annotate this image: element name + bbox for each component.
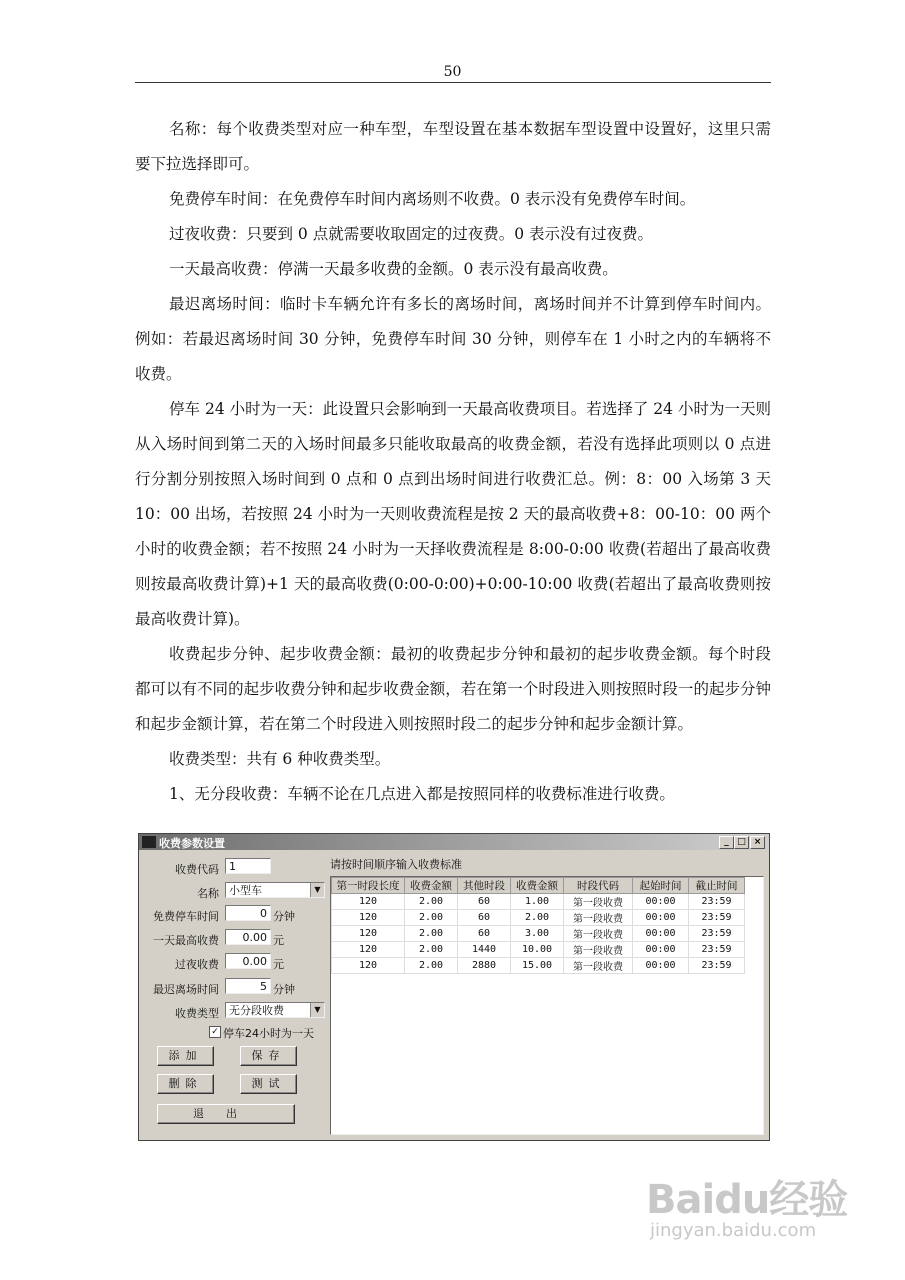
daily-max-unit: 元 bbox=[273, 934, 284, 947]
close-button[interactable]: × bbox=[750, 836, 765, 849]
table-cell[interactable]: 2.00 bbox=[405, 942, 458, 958]
paragraph: 收费起步分钟、起步收费金额：最初的收费起步分钟和最初的起步收费金额。每个时段都可以有不同的起步收费分钟和起步收费金额，若在第一个时段进入则按照时段一的起步分钟和起步金额计算，若在第二个时段进入则按照时段二的起步分钟和起步金额计算。 bbox=[135, 645, 771, 733]
table-cell[interactable]: 2.00 bbox=[511, 910, 564, 926]
save-button[interactable]: 保存 bbox=[240, 1046, 297, 1066]
table-cell[interactable]: 60 bbox=[458, 910, 511, 926]
table-cell[interactable]: 2.00 bbox=[405, 926, 458, 942]
table-cell[interactable]: 00:00 bbox=[633, 894, 689, 910]
column-header[interactable]: 收费金额 bbox=[511, 878, 564, 894]
watermark-logo bbox=[646, 1148, 856, 1258]
paragraph: 停车 24 小时为一天：此设置只会影响到一天最高收费项目。若选择了 24 小时为一天则从入场时间到第二天的入场时间最多只能收取最高的收费金额，若没有选择此项则以 0 点进行分割分别按照入场时间到 0 点和 0 点到出场时间进行收费汇总。例：8：00 入场第 3 天 10：00 出场，若按照 24 小时为一天则收费流程是按 2 天的最高收费+8：00-10：00 两个小时的收费金额；若不按照 24 小时为一天择收费流程是 8:00-0:00 收费(若超出了最高收费则按最高收费计算)+1 天的最高收费(0:00-0:00)+0:00-10:00 收费(若超出了最高收费则按最高收费计算)。 bbox=[135, 400, 771, 628]
paragraph: 过夜收费：只要到 0 点就需要收取固定的过夜费。0 表示没有过夜费。 bbox=[169, 225, 654, 243]
overnight-label: 过夜收费 bbox=[175, 958, 219, 971]
table-cell[interactable]: 1440 bbox=[458, 942, 511, 958]
table-cell[interactable]: 00:00 bbox=[633, 942, 689, 958]
table-cell[interactable]: 10.00 bbox=[511, 942, 564, 958]
minimize-button[interactable]: _ bbox=[719, 836, 734, 849]
fee-table bbox=[331, 877, 745, 974]
table-row[interactable] bbox=[332, 958, 745, 974]
name-label: 名称 bbox=[197, 887, 219, 900]
table-cell[interactable]: 60 bbox=[458, 894, 511, 910]
table-cell[interactable]: 第一段收费 bbox=[564, 926, 633, 942]
app-icon bbox=[142, 836, 156, 848]
body-text bbox=[135, 112, 771, 812]
column-header[interactable]: 收费金额 bbox=[405, 878, 458, 894]
day-24h-label: 停车24小时为一天 bbox=[223, 1027, 314, 1040]
table-cell[interactable]: 1.00 bbox=[511, 894, 564, 910]
column-header[interactable]: 截止时间 bbox=[689, 878, 745, 894]
column-header[interactable]: 起始时间 bbox=[633, 878, 689, 894]
table-cell[interactable]: 第一段收费 bbox=[564, 942, 633, 958]
table-cell[interactable]: 120 bbox=[332, 894, 405, 910]
name-select[interactable] bbox=[225, 882, 325, 898]
leave-time-input[interactable]: 5 bbox=[225, 978, 271, 994]
table-cell[interactable]: 120 bbox=[332, 910, 405, 926]
paragraph: 免费停车时间：在免费停车时间内离场则不收费。0 表示没有免费停车时间。 bbox=[169, 190, 696, 208]
table-cell[interactable]: 2.00 bbox=[405, 910, 458, 926]
type-select-value: 无分段收费 bbox=[229, 1004, 284, 1017]
free-time-input[interactable]: 0 bbox=[225, 905, 271, 921]
table-cell[interactable]: 120 bbox=[332, 926, 405, 942]
paragraph: 收费类型：共有 6 种收费类型。 bbox=[169, 750, 391, 768]
table-cell[interactable]: 23:59 bbox=[689, 894, 745, 910]
table-cell[interactable]: 23:59 bbox=[689, 910, 745, 926]
grid-title: 请按时间顺序输入收费标准 bbox=[330, 858, 462, 871]
window-title: 收费参数设置 bbox=[159, 837, 225, 850]
leave-time-label: 最迟离场时间 bbox=[153, 983, 219, 996]
page-number: 50 bbox=[443, 64, 462, 80]
title-bar[interactable] bbox=[139, 834, 769, 850]
test-button[interactable]: 测试 bbox=[240, 1074, 297, 1094]
table-cell[interactable]: 23:59 bbox=[689, 926, 745, 942]
table-cell[interactable]: 15.00 bbox=[511, 958, 564, 974]
paragraph: 一天最高收费：停满一天最多收费的金额。0 表示没有最高收费。 bbox=[169, 260, 618, 278]
table-row[interactable] bbox=[332, 910, 745, 926]
name-select-value: 小型车 bbox=[229, 884, 262, 897]
table-cell[interactable]: 2.00 bbox=[405, 894, 458, 910]
table-cell[interactable]: 3.00 bbox=[511, 926, 564, 942]
add-button[interactable]: 添加 bbox=[157, 1046, 214, 1066]
table-cell[interactable]: 第一段收费 bbox=[564, 910, 633, 926]
exit-button[interactable]: 退出 bbox=[157, 1104, 295, 1124]
table-cell[interactable]: 120 bbox=[332, 942, 405, 958]
fee-standard-grid[interactable] bbox=[330, 876, 764, 1135]
header-row bbox=[332, 878, 745, 894]
paragraph: 最迟离场时间：临时卡车辆允许有多长的离场时间，离场时间并不计算到停车时间内。例如：若最迟离场时间 30 分钟，免费停车时间 30 分钟，则停车在 1 小时之内的车辆将不收费。 bbox=[135, 295, 771, 383]
table-cell[interactable]: 23:59 bbox=[689, 958, 745, 974]
table-cell[interactable]: 120 bbox=[332, 958, 405, 974]
table-cell[interactable]: 23:59 bbox=[689, 942, 745, 958]
table-row[interactable] bbox=[332, 894, 745, 910]
overnight-unit: 元 bbox=[273, 958, 284, 971]
table-cell[interactable]: 2880 bbox=[458, 958, 511, 974]
free-time-label: 免费停车时间 bbox=[153, 910, 219, 923]
leave-time-unit: 分钟 bbox=[273, 983, 295, 996]
daily-max-label: 一天最高收费 bbox=[153, 934, 219, 947]
chevron-down-icon[interactable]: ▼ bbox=[310, 883, 324, 897]
paragraph: 1、无分段收费：车辆不论在几点进入都是按照同样的收费标准进行收费。 bbox=[169, 785, 675, 803]
table-cell[interactable]: 00:00 bbox=[633, 910, 689, 926]
header-rule bbox=[135, 82, 771, 83]
table-cell[interactable]: 第一段收费 bbox=[564, 894, 633, 910]
type-label: 收费类型 bbox=[175, 1007, 219, 1020]
column-header[interactable]: 其他时段 bbox=[458, 878, 511, 894]
table-row[interactable] bbox=[332, 942, 745, 958]
code-input[interactable]: 1 bbox=[225, 858, 271, 874]
table-cell[interactable]: 第一段收费 bbox=[564, 958, 633, 974]
fee-settings-window bbox=[138, 833, 770, 1141]
type-select[interactable] bbox=[225, 1002, 325, 1018]
table-cell[interactable]: 60 bbox=[458, 926, 511, 942]
table-cell[interactable]: 00:00 bbox=[633, 958, 689, 974]
column-header[interactable]: 第一时段长度 bbox=[332, 878, 405, 894]
delete-button[interactable]: 删除 bbox=[157, 1074, 214, 1094]
daily-max-input[interactable]: 0.00 bbox=[225, 929, 271, 945]
code-label: 收费代码 bbox=[175, 863, 219, 876]
paragraph: 名称：每个收费类型对应一种车型，车型设置在基本数据车型设置中设置好，这里只需要下拉选择即可。 bbox=[135, 120, 771, 173]
table-row[interactable] bbox=[332, 926, 745, 942]
day-24h-checkbox[interactable]: ✓ bbox=[209, 1026, 221, 1038]
watermark-url: jingyan.baidu.com bbox=[650, 1220, 817, 1241]
overnight-input[interactable]: 0.00 bbox=[225, 953, 271, 969]
table-cell[interactable]: 00:00 bbox=[633, 926, 689, 942]
column-header[interactable]: 时段代码 bbox=[564, 878, 633, 894]
watermark-brand: Baidu经验 bbox=[646, 1177, 848, 1223]
maximize-button[interactable]: □ bbox=[734, 836, 749, 849]
table-cell[interactable]: 2.00 bbox=[405, 958, 458, 974]
free-time-unit: 分钟 bbox=[273, 910, 295, 923]
chevron-down-icon[interactable]: ▼ bbox=[310, 1003, 324, 1017]
